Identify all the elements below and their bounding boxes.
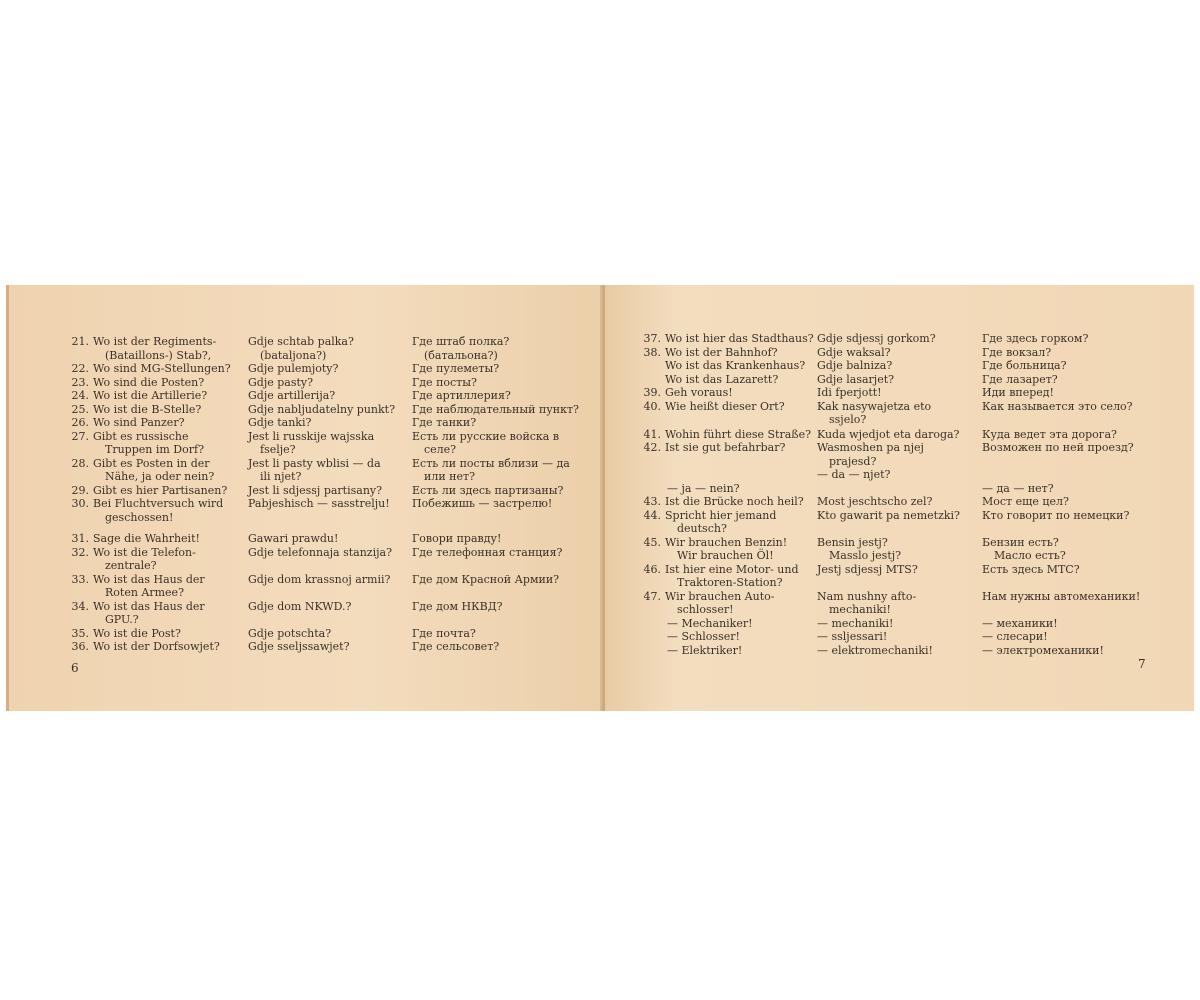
- entry-number: 25.: [71, 402, 89, 416]
- german-phrase: Wir brauchen Öl!: [677, 549, 774, 562]
- russian-phrase: Есть ли посты вблизи — да: [412, 456, 570, 470]
- transliteration: Gdje balniza?: [817, 359, 893, 372]
- russian-phrase: Кто говорит по немецки?: [982, 508, 1130, 522]
- russian-phrase: Мост еще цел?: [982, 495, 1069, 508]
- russian-phrase: селе?: [424, 443, 457, 456]
- russian-phrase: Говори правду!: [412, 532, 502, 545]
- entry-number: 39.: [643, 386, 661, 399]
- transliteration: Pabjeshisch — sasstrelju!: [248, 497, 390, 510]
- russian-phrase: — механики!: [982, 616, 1058, 630]
- russian-phrase: — электромеханики!: [982, 643, 1104, 657]
- russian-phrase: Где танки?: [412, 416, 477, 429]
- german-phrase: Wir brauchen Benzin!: [665, 535, 788, 549]
- transliteration: Gdje potschta?: [248, 626, 332, 640]
- german-phrase: Wo ist die Telefon-: [93, 545, 196, 559]
- german-phrase: Wo ist der Bahnhof?: [665, 345, 778, 359]
- german-phrase: Ist sie gut befahrbar?: [665, 441, 786, 454]
- entry-number: 32.: [71, 545, 89, 559]
- russian-phrase: Где лазарет?: [982, 372, 1058, 386]
- russian-phrase: Есть ли русские войска в: [412, 429, 560, 443]
- russian-phrase: Есть здесь МТС?: [982, 562, 1080, 576]
- german-phrase: Truppen im Dorf?: [105, 443, 204, 456]
- transliteration: Wasmoshen pa njej: [817, 441, 924, 454]
- russian-phrase: Где больница?: [982, 359, 1067, 372]
- entry-number: 26.: [71, 416, 89, 429]
- german-phrase: geschossen!: [105, 510, 174, 524]
- russian-phrase: Где пулеметы?: [412, 362, 500, 375]
- german-phrase: Wo ist hier das Stadthaus?: [665, 332, 814, 345]
- german-phrase: Wo ist das Lazarett?: [665, 372, 779, 386]
- german-phrase: Wo sind Panzer?: [93, 416, 185, 429]
- entry-number: 27.: [71, 429, 89, 443]
- german-phrase: Gibt es russische: [93, 429, 189, 443]
- transliteration: Gdje tanki?: [248, 416, 312, 429]
- german-phrase: — ja — nein?: [667, 481, 740, 495]
- german-phrase: Wo ist das Krankenhaus?: [665, 359, 806, 372]
- transliteration: — elektromechaniki!: [817, 643, 933, 657]
- right-page: [605, 285, 1194, 711]
- transliteration: Jest li russkije wajsska: [248, 429, 375, 443]
- entry-number: 36.: [71, 640, 89, 653]
- entry-number: 40.: [643, 399, 661, 413]
- german-phrase: Gibt es hier Partisanen?: [93, 483, 228, 497]
- russian-phrase: Возможен по ней проезд?: [982, 441, 1134, 454]
- entry-number: 29.: [71, 483, 89, 497]
- transliteration: Idi fperjott!: [817, 386, 882, 399]
- transliteration: prajesd?: [829, 454, 877, 468]
- german-phrase: schlosser!: [677, 603, 734, 616]
- german-phrase: Spricht hier jemand: [665, 508, 777, 522]
- transliteration: mechaniki!: [829, 603, 891, 616]
- transliteration: Masslo jestj?: [829, 549, 902, 562]
- german-phrase: Roten Armee?: [105, 586, 184, 599]
- russian-phrase: Где вокзал?: [982, 345, 1052, 359]
- page-number: 7: [1138, 657, 1146, 671]
- german-phrase: Wo ist die B-Stelle?: [93, 402, 202, 416]
- german-phrase: Geh voraus!: [665, 386, 733, 399]
- transliteration: Gdje dom NKWD.?: [248, 599, 352, 613]
- booklet-spread: [6, 285, 1194, 711]
- transliteration: — mechaniki!: [817, 616, 894, 630]
- transliteration: ili njet?: [260, 470, 302, 483]
- transliteration: ssjelo?: [829, 413, 867, 426]
- entry-number: 31.: [71, 532, 89, 545]
- transliteration: Jestj sdjessj MTS?: [817, 562, 918, 576]
- russian-phrase: Где штаб полка?: [412, 335, 510, 348]
- german-phrase: Wo ist das Haus der: [93, 599, 205, 613]
- transliteration: Gdje sdjessj gorkom?: [817, 332, 936, 345]
- russian-phrase: Где дом Красной Армии?: [412, 572, 560, 586]
- transliteration: Gdje waksal?: [817, 345, 891, 359]
- german-phrase: Wir brauchen Auto-: [665, 589, 775, 603]
- russian-phrase: Побежишь — застрелю!: [412, 497, 553, 510]
- entry-number: 35.: [71, 626, 89, 640]
- entry-number: 41.: [643, 427, 661, 441]
- entry-number: 47.: [643, 589, 661, 603]
- transliteration: fselje?: [260, 443, 296, 456]
- transliteration: — ssljessari!: [817, 630, 888, 643]
- german-phrase: Wo ist der Regiments-: [93, 335, 217, 348]
- transliteration: Kak nasywajetza eto: [817, 399, 932, 413]
- german-phrase: deutsch?: [677, 522, 727, 535]
- transliteration: Gdje dom krassnoj armii?: [248, 572, 391, 586]
- russian-phrase: Бензин есть?: [982, 535, 1059, 549]
- russian-phrase: Где почта?: [412, 626, 476, 640]
- german-phrase: Wo sind MG-Stellungen?: [93, 362, 231, 375]
- transliteration: Jest li pasty wblisi — da: [248, 456, 381, 470]
- entry-number: 46.: [643, 562, 661, 576]
- german-phrase: — Mechaniker!: [667, 616, 753, 630]
- transliteration: Gdje sseljssawjet?: [248, 640, 350, 653]
- german-phrase: Wo ist das Haus der: [93, 572, 205, 586]
- transliteration: Most jeschtscho zel?: [817, 495, 933, 508]
- german-phrase: — Elektriker!: [667, 643, 743, 657]
- german-phrase: Wo sind die Posten?: [93, 375, 205, 389]
- russian-phrase: или нет?: [424, 470, 475, 483]
- entry-number: 43.: [643, 495, 661, 508]
- entry-number: 42.: [643, 441, 661, 454]
- russian-phrase: Где дом НКВД?: [412, 599, 503, 613]
- russian-phrase: Где телефонная станция?: [412, 545, 563, 559]
- german-phrase: Wo ist die Post?: [93, 626, 181, 640]
- entry-number: 45.: [643, 535, 661, 549]
- entry-number: 21.: [71, 335, 89, 348]
- german-phrase: Gibt es Posten in der: [93, 456, 210, 470]
- entry-number: 34.: [71, 599, 89, 613]
- transliteration: Gdje pulemjoty?: [248, 362, 339, 375]
- german-phrase: Sage die Wahrheit!: [93, 532, 200, 545]
- russian-phrase: — слесари!: [982, 630, 1048, 643]
- entry-number: 23.: [71, 375, 89, 389]
- russian-phrase: Иди вперед!: [982, 386, 1054, 399]
- transliteration: Kuda wjedjot eta daroga?: [817, 427, 960, 441]
- german-phrase: Wo ist der Dorfsowjet?: [93, 640, 220, 653]
- russian-phrase: Где сельсовет?: [412, 640, 500, 653]
- german-phrase: (Bataillons-) Stab?,: [105, 348, 212, 362]
- page-number: 6: [71, 661, 79, 675]
- russian-phrase: Куда ведет эта дорога?: [982, 427, 1117, 441]
- transliteration: (bataljona?): [260, 348, 327, 362]
- entry-number: 28.: [71, 456, 89, 470]
- russian-phrase: Есть ли здесь партизаны?: [412, 483, 564, 497]
- russian-phrase: Где наблюдательный пункт?: [412, 402, 579, 416]
- russian-phrase: Где посты?: [412, 375, 477, 389]
- entry-number: 24.: [71, 389, 89, 402]
- transliteration: Kto gawarit pa nemetzki?: [817, 508, 960, 522]
- russian-phrase: Масло есть?: [994, 549, 1066, 562]
- german-phrase: GPU.?: [105, 613, 139, 626]
- german-phrase: Ist hier eine Motor- und: [665, 562, 799, 576]
- transliteration: Gdje artillerija?: [248, 389, 336, 402]
- russian-phrase: (батальона?): [424, 348, 498, 362]
- entry-number: 38.: [643, 345, 661, 359]
- transliteration: Jest li sdjessj partisany?: [248, 483, 383, 497]
- transliteration: Gdje lasarjet?: [817, 372, 895, 386]
- left-page: [6, 285, 605, 711]
- entry-number: 37.: [643, 332, 661, 345]
- entry-number: 22.: [71, 362, 89, 375]
- entry-number: 30.: [71, 497, 89, 510]
- german-phrase: Traktoren-Station?: [677, 576, 783, 589]
- transliteration: Gdje pasty?: [248, 375, 314, 389]
- transliteration: Gdje schtab palka?: [248, 335, 354, 348]
- transliteration: Gawari prawdu!: [248, 532, 339, 545]
- russian-phrase: — да — нет?: [982, 481, 1054, 495]
- russian-phrase: Как называется это село?: [982, 399, 1133, 413]
- russian-phrase: Нам нужны автомеханики!: [982, 589, 1141, 603]
- german-phrase: Wo ist die Artillerie?: [93, 389, 208, 402]
- transliteration: Bensin jestj?: [817, 535, 888, 549]
- transliteration: Gdje telefonnaja stanzija?: [248, 545, 392, 559]
- entry-number: 33.: [71, 572, 89, 586]
- transliteration: — da — njet?: [817, 468, 891, 481]
- transliteration: Nam nushny afto-: [817, 589, 917, 603]
- german-phrase: Bei Fluchtversuch wird: [93, 497, 224, 510]
- german-phrase: Wie heißt dieser Ort?: [665, 399, 785, 413]
- transliteration: Gdje nabljudatelny punkt?: [248, 402, 395, 416]
- russian-phrase: Где артиллерия?: [412, 389, 511, 402]
- russian-phrase: Где здесь горком?: [982, 332, 1089, 345]
- german-phrase: Wohin führt diese Straße?: [665, 427, 812, 441]
- german-phrase: — Schlosser!: [667, 630, 740, 643]
- entry-number: 44.: [643, 508, 661, 522]
- german-phrase: zentrale?: [105, 559, 157, 572]
- german-phrase: Ist die Brücke noch heil?: [665, 495, 804, 508]
- german-phrase: Nähe, ja oder nein?: [105, 470, 215, 483]
